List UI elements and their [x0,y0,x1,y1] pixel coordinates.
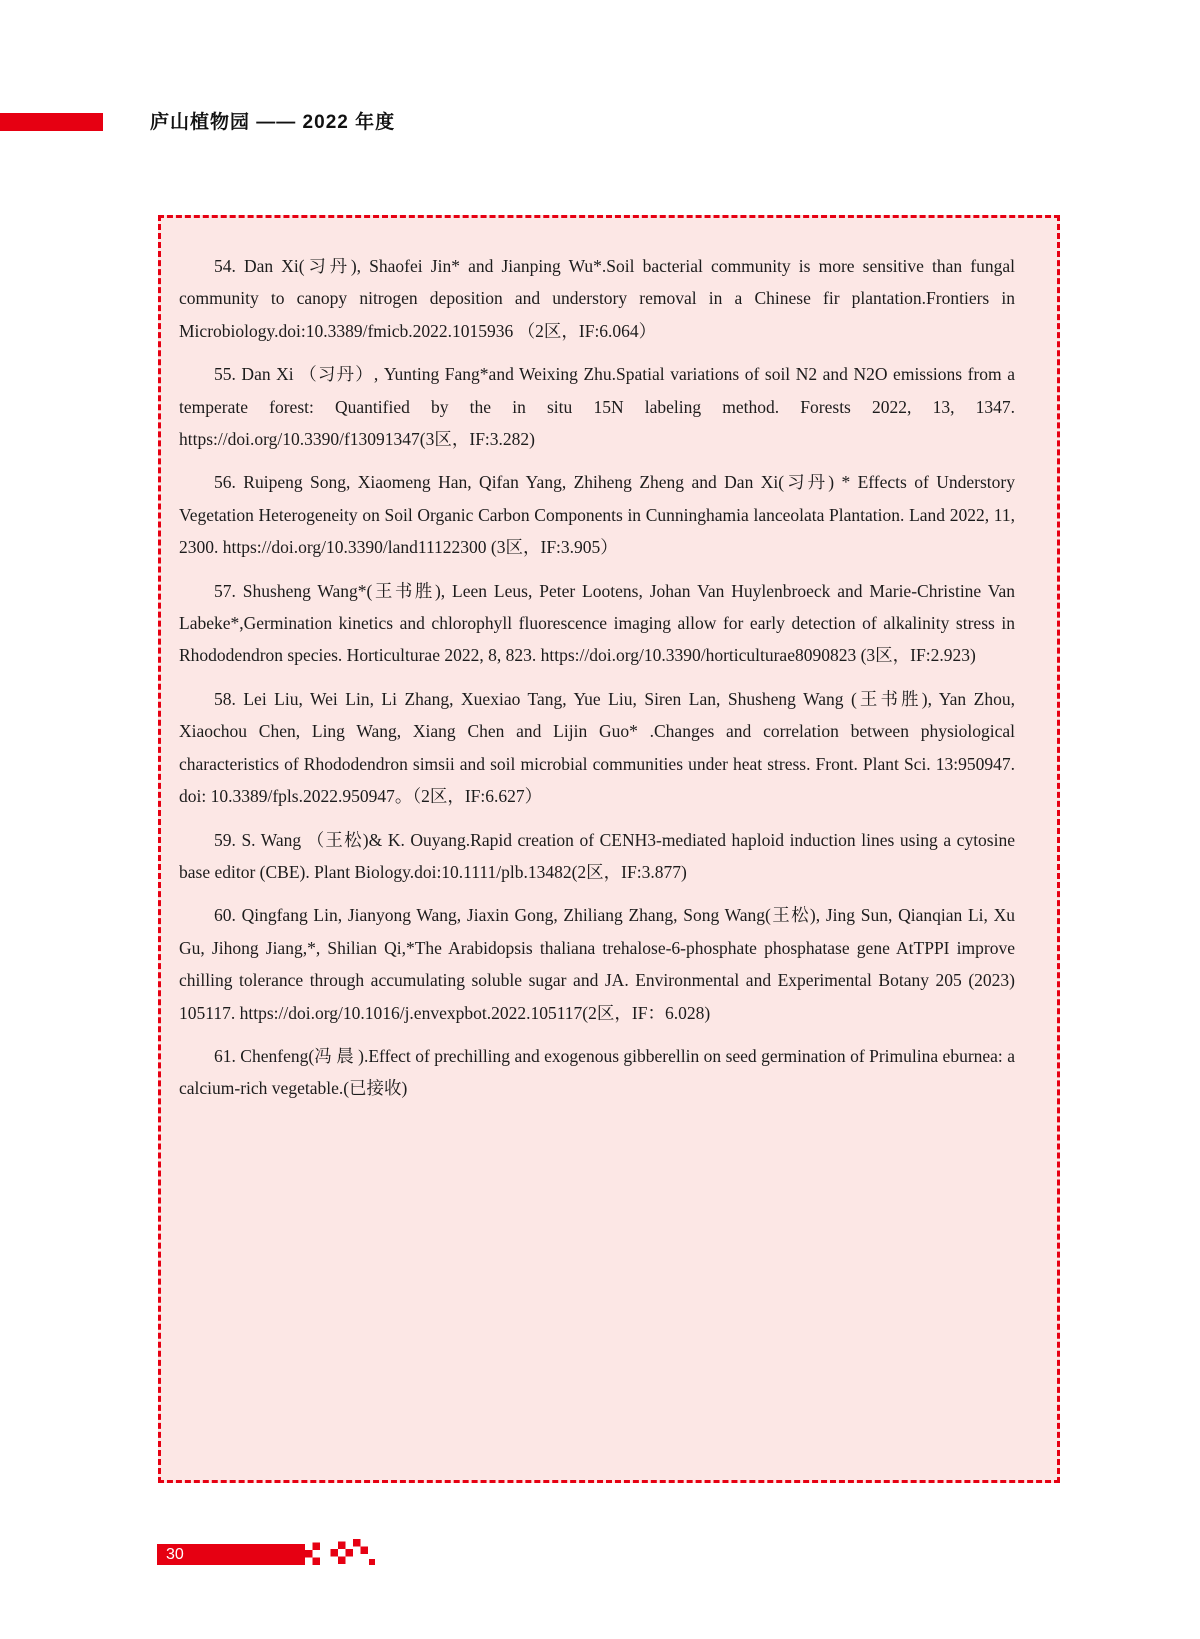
publication-item: 56. Ruipeng Song, Xiaomeng Han, Qifan Yang, Zhiheng Zheng and Dan Xi(习丹) * Effects of Understory Vegetation Heterogeneity on Soil Organic Carbon Components in Cunninghamia lanceolata Plantation. Land 2022, 11, 2300. https://doi.org/10.3390/land11122300 (3区，IF:3.905） [179,472,1015,558]
page-number-bar [157,1544,305,1565]
page-title: 庐山植物园 —— 2022 年度 [150,111,396,133]
pixel-decoration-icon [305,1533,383,1575]
publication-item: 58. Lei Liu, Wei Lin, Li Zhang, Xuexiao Tang, Yue Liu, Siren Lan, Shusheng Wang (王书胜), Yan Zhou, Xiaochou Chen, Ling Wang, Xiang Chen and Lijin Guo* .Changes and correlation between physiological characteristics of Rhododendron simsii and soil microbial communities under heat stress. Front. Plant Sci. 13:950947. doi: 10.3389/fpls.2022.950947。（2区，IF:6.627） [179,688,1015,807]
publication-item: 57. Shusheng Wang*(王书胜), Leen Leus, Peter Lootens, Johan Van Huylenbroeck and Marie-Christine Van Labeke*,Germination kinetics and chlorophyll fluorescence imaging allow for early detection of alkalinity stress in Rhododendron species. Horticulturae 2022, 8, 823. https://doi.org/10.3390/horticulturae8090823 (3区，IF:2.923) [179,580,1015,666]
publication-list [161,218,1057,1105]
page-number: 30 [166,1545,184,1563]
publications-box [158,215,1060,1483]
publication-item: 59. S. Wang （王松)& K. Ouyang.Rapid creation of CENH3-mediated haploid induction lines using a cytosine base editor (CBE). Plant Biology.doi:10.1111/plb.13482(2区，IF:3.877) [179,829,1015,882]
header-accent-bar [0,113,103,131]
publication-item: 60. Qingfang Lin, Jianyong Wang, Jiaxin Gong, Zhiliang Zhang, Song Wang(王松), Jing Sun, Qianqian Li, Xu Gu, Jihong Jiang,*, Shilian Qi,*The Arabidopsis thaliana trehalose-6-phosphate phosphatase gene AtTPPI improve chilling tolerance through accumulating soluble sugar and JA. Environmental and Experimental Botany 205 (2023) 105117. https://doi.org/10.1016/j.envexpbot.2022.105117(2区，IF：6.028) [179,905,1015,1023]
publication-item: 55. Dan Xi （习丹）, Yunting Fang*and Weixing Zhu.Spatial variations of soil N2 and N2O emissions from a temperate forest: Quantified by the in situ 15N labeling method. Forests 2022, 13, 1347. https://doi.org/10.3390/f13091347(3区，IF:3.282) [179,364,1015,450]
publication-item: 61. Chenfeng(冯 晨 ).Effect of prechilling and exogenous gibberellin on seed germination of Primulina eburnea: a calcium-rich vegetable.(已接收) [179,1045,1015,1099]
publication-item: 54. Dan Xi(习丹), Shaofei Jin* and Jianping Wu*.Soil bacterial community is more sensitive than fungal community to canopy nitrogen deposition and understory removal in a Chinese fir plantation.Frontiers in Microbiology.doi:10.3389/fmicb.2022.1015936 （2区，IF:6.064） [179,256,1015,341]
